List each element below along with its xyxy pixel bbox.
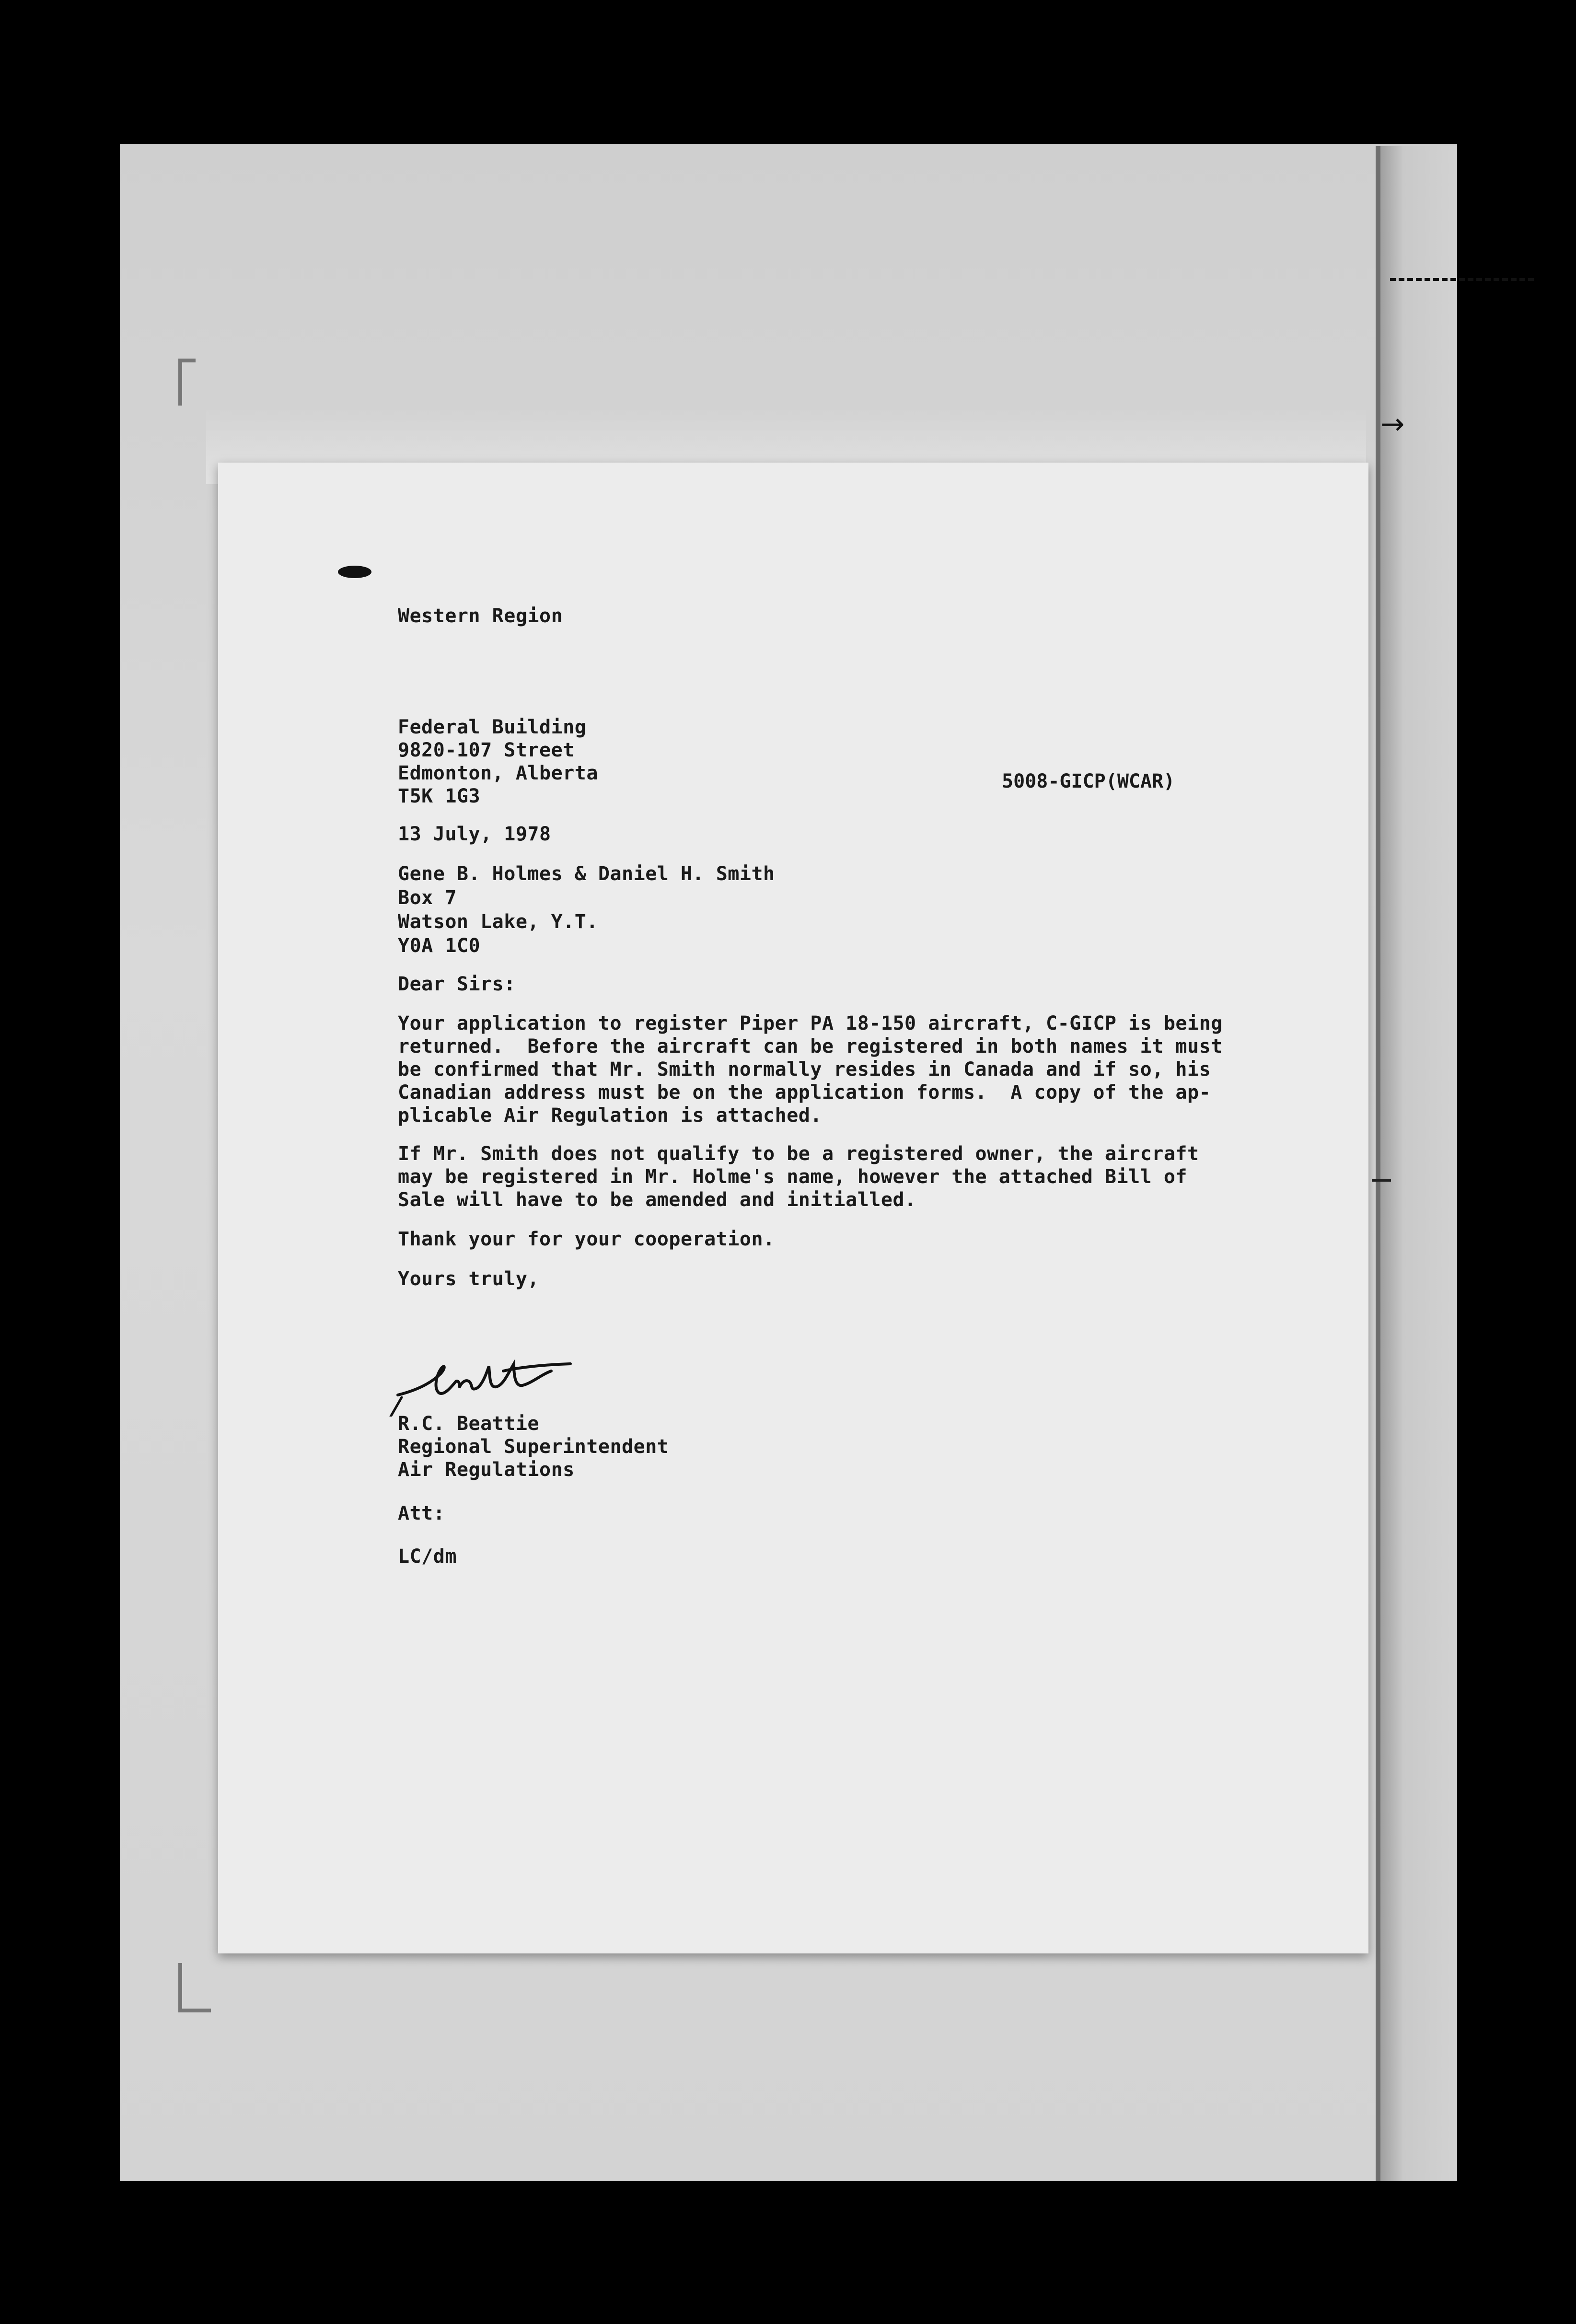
paragraph-1-line-1: Your application to register Piper PA 18-150 aircraft, C-GICP is being — [398, 1012, 1223, 1034]
letter-page — [218, 463, 1368, 1953]
closing-line: Yours truly, — [398, 1268, 539, 1290]
arrow-icon: → — [1380, 407, 1405, 441]
crop-bracket-top — [178, 359, 196, 406]
recipient-line-3: Watson Lake, Y.T. — [398, 911, 598, 933]
sender-address-line-4: T5K 1G3 — [398, 785, 481, 807]
right-page-edge — [1380, 146, 1457, 2181]
dashed-margin-mark — [1390, 278, 1534, 281]
signatory-title: Regional Superintendent — [398, 1436, 669, 1458]
paragraph-1-line-3: be confirmed that Mr. Smith normally resides in Canada and if so, his — [398, 1058, 1211, 1081]
recipient-line-2: Box 7 — [398, 887, 457, 909]
recipient-line-1: Gene B. Holmes & Daniel H. Smith — [398, 863, 775, 885]
ink-blot — [338, 566, 371, 578]
thanks-line: Thank your for your cooperation. — [398, 1228, 775, 1250]
signatory-department: Air Regulations — [398, 1459, 575, 1481]
typist-initials: LC/dm — [398, 1545, 457, 1568]
sender-address-line-1: Federal Building — [398, 716, 587, 738]
sender-address-line-2: 9820-107 Street — [398, 739, 575, 761]
signatory-name: R.C. Beattie — [398, 1413, 539, 1435]
margin-tick-mark — [1372, 1179, 1391, 1182]
letterhead-region: Western Region — [398, 605, 563, 627]
paragraph-1-line-4: Canadian address must be on the application forms. A copy of the ap- — [398, 1081, 1211, 1104]
sender-address-line-3: Edmonton, Alberta — [398, 762, 598, 784]
paragraph-2-line-1: If Mr. Smith does not qualify to be a registered owner, the aircraft — [398, 1143, 1199, 1165]
paragraph-1-line-2: returned. Before the aircraft can be registered in both names it must — [398, 1035, 1223, 1057]
attachments-note: Att: — [398, 1502, 445, 1524]
letter-date: 13 July, 1978 — [398, 823, 551, 845]
recipient-line-4: Y0A 1C0 — [398, 935, 481, 957]
handwritten-signature — [388, 1345, 590, 1417]
paragraph-2-line-2: may be registered in Mr. Holme's name, however the attached Bill of — [398, 1166, 1187, 1188]
paragraph-1-line-5: plicable Air Regulation is attached. — [398, 1104, 822, 1127]
salutation: Dear Sirs: — [398, 973, 516, 995]
file-reference: 5008-GICP(WCAR) — [1002, 770, 1175, 792]
paragraph-2-line-3: Sale will have to be amended and initialled. — [398, 1189, 916, 1211]
crop-bracket-bottom — [178, 1963, 211, 2012]
